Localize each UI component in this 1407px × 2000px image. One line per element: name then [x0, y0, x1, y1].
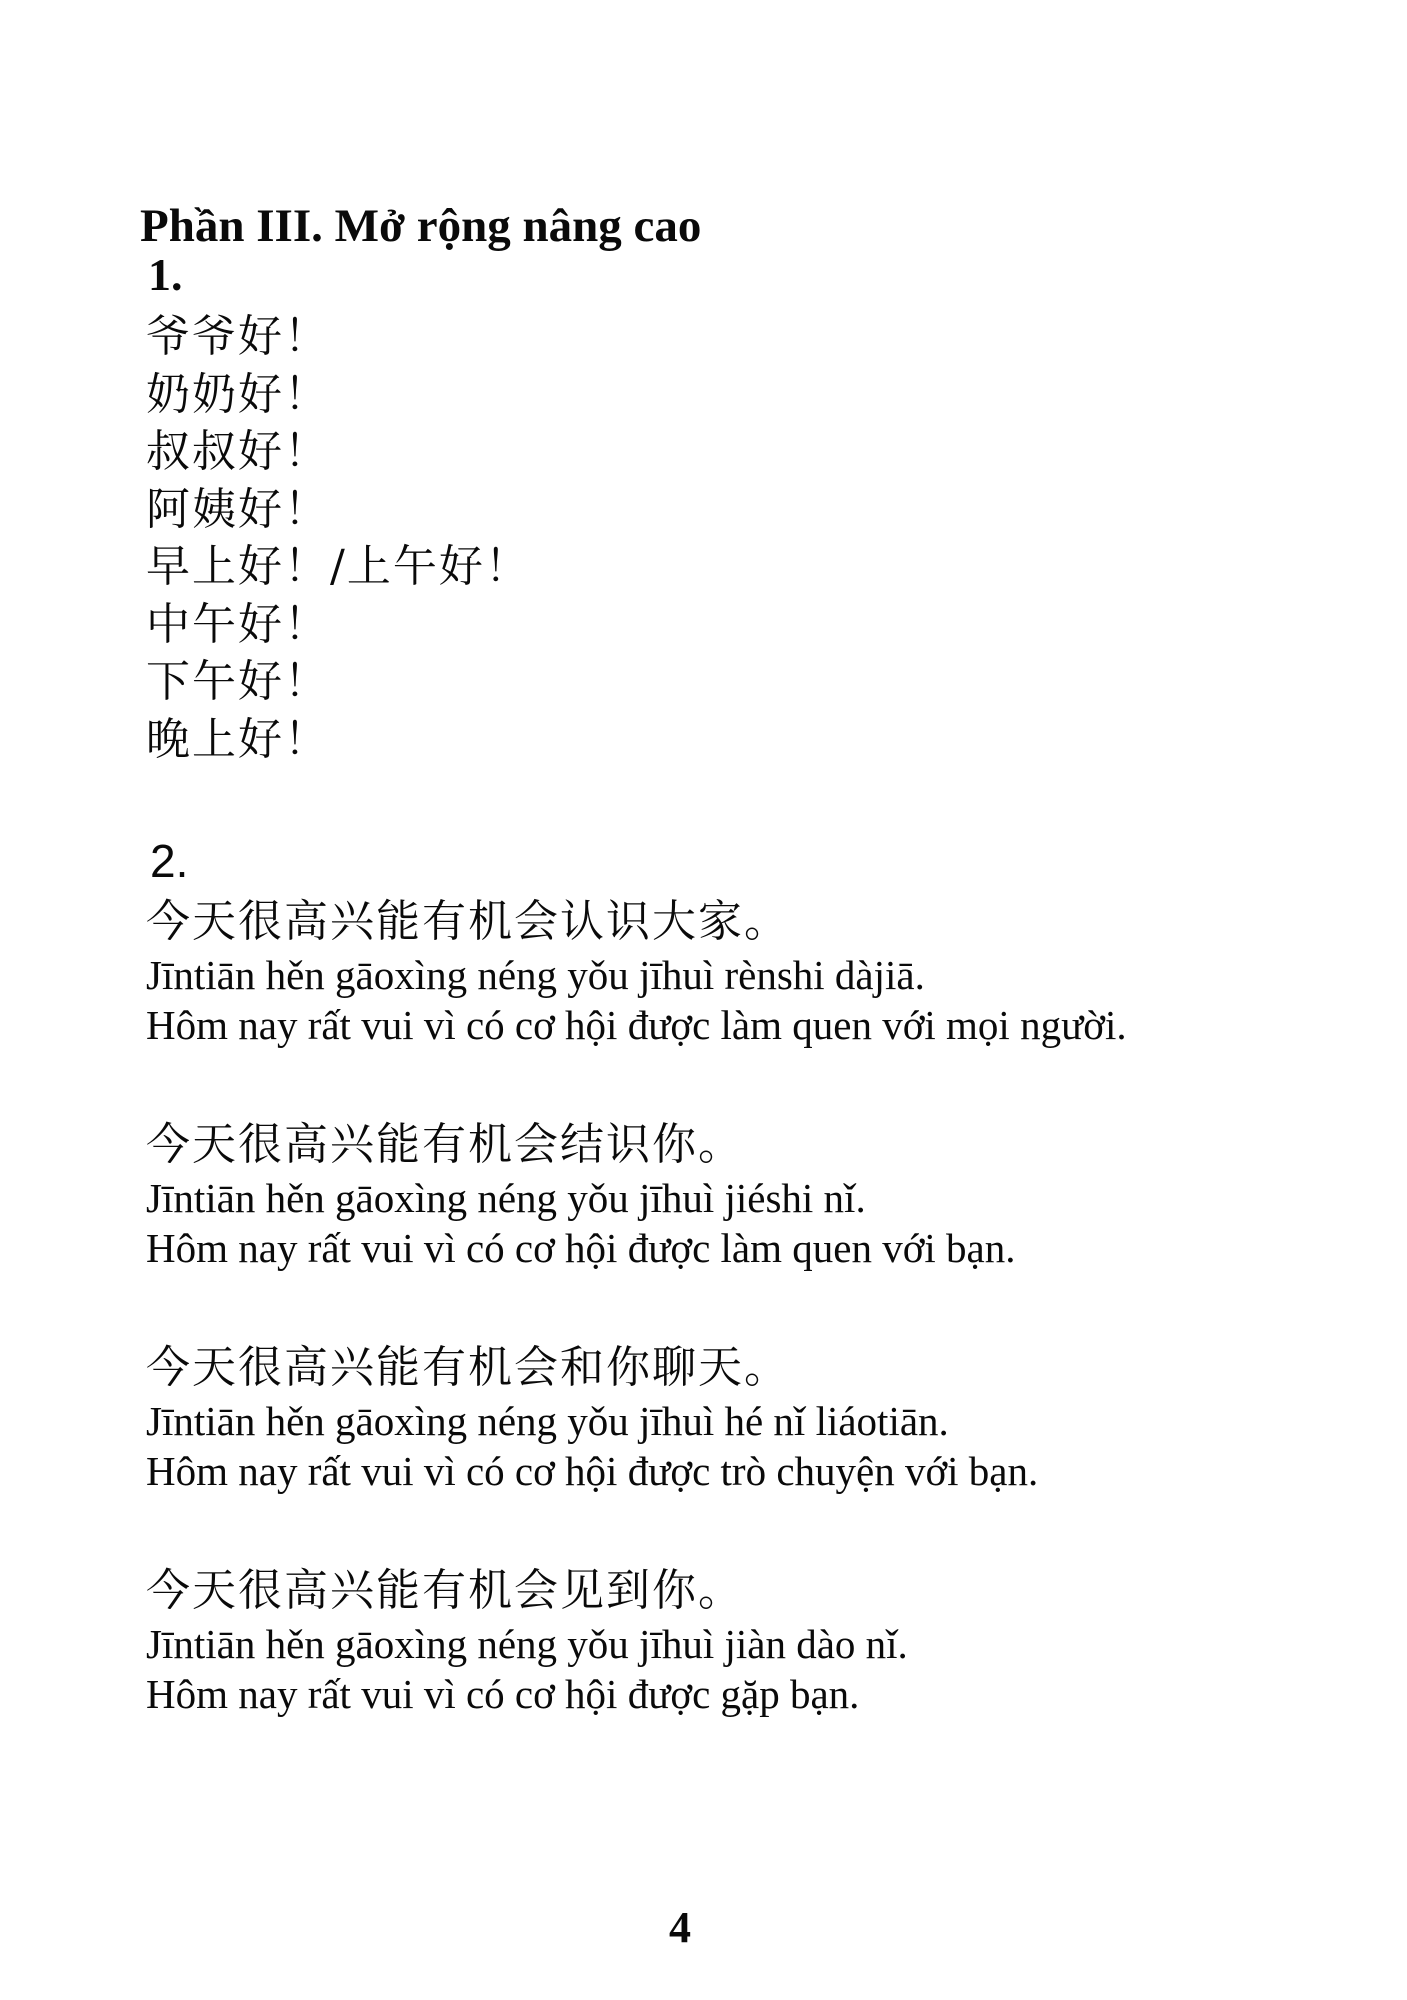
- pinyin-transcription: Jīntiān hěn gāoxìng néng yǒu jīhuì jiàn dào nǐ.: [146, 1621, 908, 1667]
- pinyin-transcription: Jīntiān hěn gāoxìng néng yǒu jīhuì rènshi dàjiā.: [146, 952, 925, 998]
- vietnamese-translation: Hôm nay rất vui vì có cơ hội được làm quen với bạn.: [146, 1225, 1016, 1271]
- sentence-entry: [146, 893, 1127, 1050]
- hanzi-sentence: 今天很高兴能有机会结识你。: [146, 1119, 744, 1170]
- sentence-entry: [146, 1562, 1127, 1719]
- sentence-entries: [146, 893, 1127, 1785]
- pinyin-transcription: Jīntiān hěn gāoxìng néng yǒu jīhuì hé nǐ liáotiān.: [146, 1398, 949, 1444]
- vietnamese-translation: Hôm nay rất vui vì có cơ hội được gặp bạn.: [146, 1671, 860, 1717]
- greeting-line: 阿姨好！: [146, 483, 330, 535]
- greeting-line: 下午好！: [146, 656, 330, 707]
- section2-number: 2.: [150, 835, 189, 887]
- greeting-line: 爷爷好！: [146, 311, 330, 362]
- section1-number: 1.: [148, 249, 183, 300]
- hanzi-sentence: 今天很高兴能有机会和你聊天。: [146, 1342, 790, 1393]
- vietnamese-translation: Hôm nay rất vui vì có cơ hội được làm quen với mọi người.: [146, 1002, 1127, 1048]
- hanzi-sentence: 今天很高兴能有机会认识大家。: [146, 896, 790, 947]
- greeting-line: 奶奶好！: [146, 368, 330, 420]
- pinyin-transcription: Jīntiān hěn gāoxìng néng yǒu jīhuì jiéshi nǐ.: [146, 1175, 866, 1221]
- greeting-line: 早上好！/上午好！: [146, 541, 531, 592]
- greetings-list: [146, 308, 531, 768]
- sentence-entry: [146, 1116, 1127, 1273]
- hanzi-sentence: 今天很高兴能有机会见到你。: [146, 1565, 744, 1616]
- greeting-line: 叔叔好！: [146, 426, 330, 477]
- page-number: 4: [669, 1903, 691, 1952]
- section-title: Phần III. Mở rộng nâng cao: [140, 200, 702, 252]
- greeting-line: 晚上好！: [146, 713, 330, 765]
- greeting-line: 中午好！: [146, 598, 330, 650]
- sentence-entry: [146, 1339, 1127, 1496]
- vietnamese-translation: Hôm nay rất vui vì có cơ hội được trò chuyện với bạn.: [146, 1448, 1039, 1494]
